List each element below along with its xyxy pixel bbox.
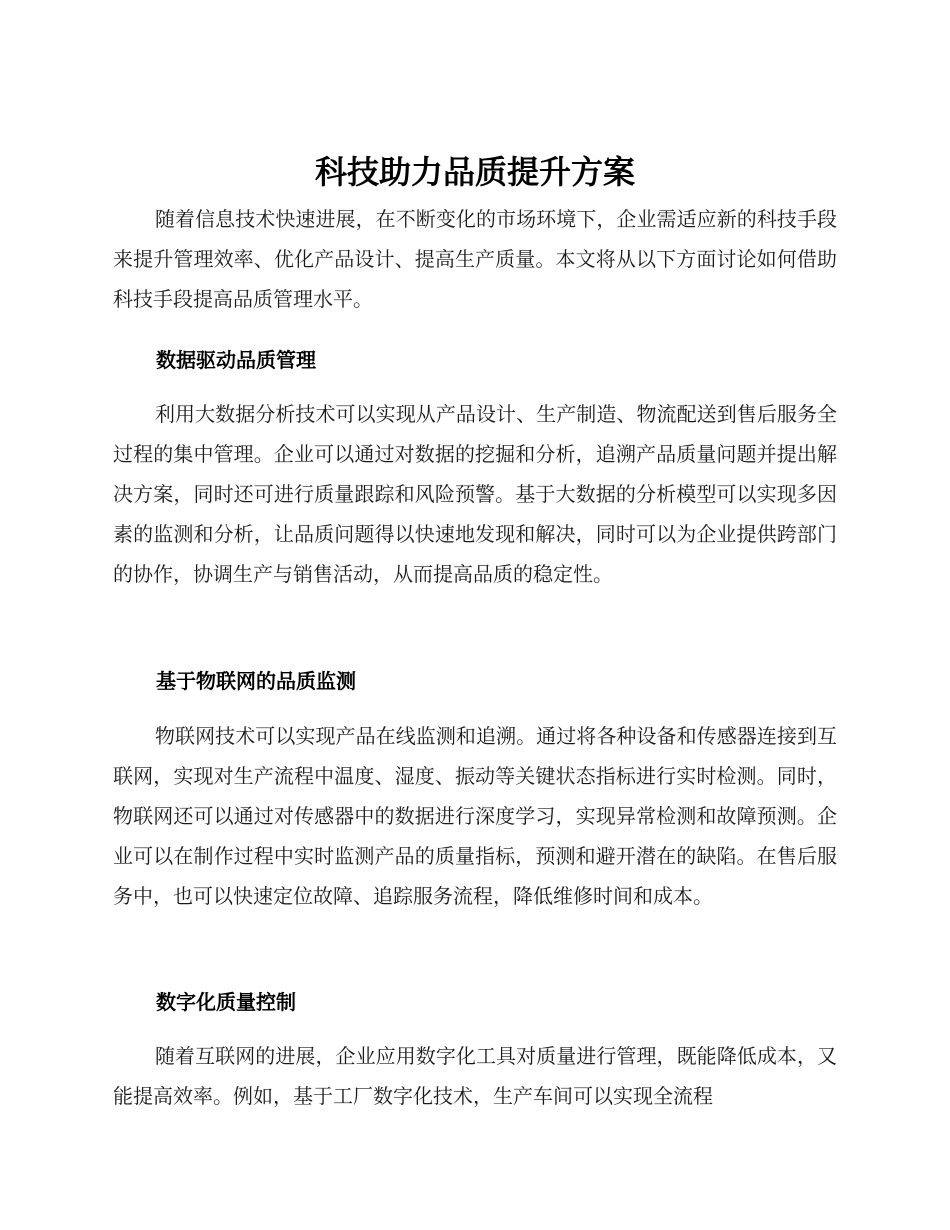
section-heading-digital-qc: 数字化质量控制: [156, 990, 296, 1014]
section-body-iot: 物联网技术可以实现产品在线监测和追溯。通过将各种设备和传感器连接到互联网，实现对生产流程中温度、湿度、振动等关键状态指标进行实时检测。同时，物联网还可以通过对传感器中的数据进行深度学习，实现异常检测和故障预测。企业可以在制作过程中实时监测产品的质量指标，预测和避开潜在的缺陷。在售后服务中，也可以快速定位故障、追踪服务流程，降低维修时间和成本。: [113, 724, 837, 908]
section-body-data-driven: 利用大数据分析技术可以实现从产品设计、生产制造、物流配送到售后服务全过程的集中管理。企业可以通过对数据的挖掘和分析，追溯产品质量问题并提出解决方案，同时还可进行质量跟踪和风险预警。基于大数据的分析模型可以实现多因素的监测和分析，让品质问题得以快速地发现和解决，同时可以为企业提供跨部门的协作，协调生产与销售活动，从而提高品质的稳定性。: [113, 402, 837, 586]
section-body-digital-qc: 随着互联网的进展，企业应用数字化工具对质量进行管理，既能降低成本，又能提高效率。例如，基于工厂数字化技术，生产车间可以实现全流程: [113, 1044, 837, 1108]
section-heading-data-driven: 数据驱动品质管理: [156, 348, 316, 372]
intro-paragraph: 随着信息技术快速进展，在不断变化的市场环境下，企业需适应新的科技手段来提升管理效率、优化产品设计、提高生产质量。本文将从以下方面讨论如何借助科技手段提高品质管理水平。: [113, 207, 837, 311]
section-heading-iot: 基于物联网的品质监测: [156, 669, 356, 693]
document-title: 科技助力品质提升方案: [314, 153, 635, 191]
